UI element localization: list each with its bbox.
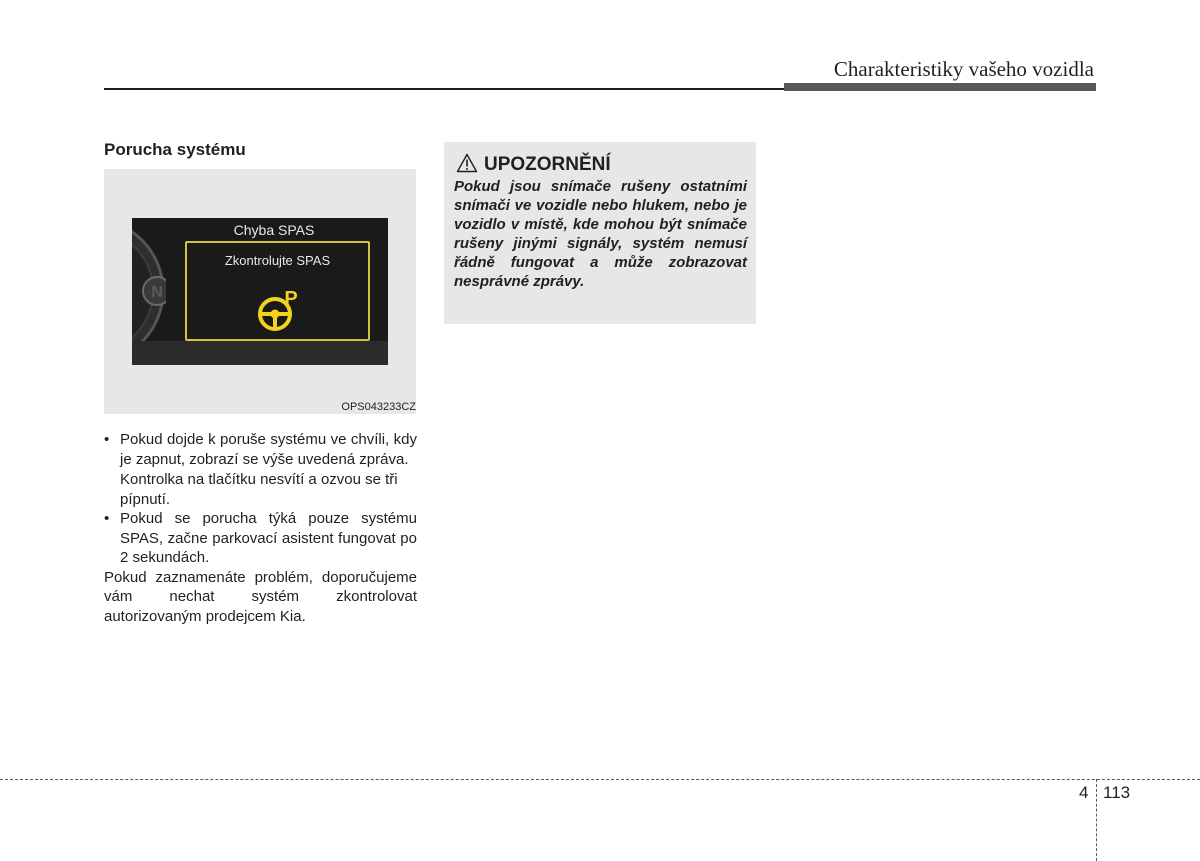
page-number: 113 <box>1103 783 1131 802</box>
list-item <box>104 509 417 568</box>
parking-letter: P <box>284 288 298 310</box>
warning-title: UPOZORNĚNÍ <box>484 154 611 175</box>
instrument-cluster-display <box>132 218 388 365</box>
chapter-number: 4 <box>1079 783 1089 802</box>
warning-triangle-icon <box>456 153 478 173</box>
figure-code: OPS043233CZ <box>341 401 416 413</box>
footer-rule <box>0 779 1200 780</box>
message-panel <box>185 241 370 341</box>
bullet-text: Pokud dojde k poruše systému ve chvíli, kdy je zapnut, zobrazí se výše uvedená zpráva. <box>120 431 417 468</box>
header-title: Charakteristiky vašeho vozidla <box>833 57 1094 81</box>
warning-text: Pokud jsou snímače rušeny ostatními snímači ve vozidle nebo hlukem, nebo je vozidlo v místě, kde mohou být snímače rušeny jinými signály, systém nemusí řádně fungovat a může zobrazovat nesprávné zprávy. <box>454 178 747 290</box>
header-rule-accent <box>784 83 1096 91</box>
figure <box>104 169 416 414</box>
bullet-dot: • <box>104 510 110 527</box>
warning-heading <box>456 153 611 176</box>
warning-box <box>444 142 756 324</box>
bullet-dot: • <box>104 431 110 448</box>
section-title: Porucha systému <box>104 140 246 159</box>
body-paragraph: Pokud zaznamenáte problém, doporučujeme vám nechat systém zkontrolovat autorizovaným prodejcem Kia. <box>104 568 417 625</box>
parking-steering-icon <box>255 286 301 332</box>
bullet-note: Kontrolka na tlačítku nesvítí a ozvou se tři pípnutí. <box>120 471 398 508</box>
list-item <box>104 430 417 469</box>
header-rule <box>104 88 784 90</box>
cluster-bezel <box>132 341 388 365</box>
body-text <box>104 430 417 626</box>
panel-message: Zkontrolujte SPAS <box>224 253 331 268</box>
bullet-text: Pokud se porucha týká pouze systému SPAS, začne parkovací asistent fungovat po 2 sekundách. <box>120 510 417 566</box>
gear-indicator: N <box>151 284 163 301</box>
footer-divider <box>1096 779 1097 861</box>
cluster-message: Chyba SPAS <box>233 222 315 238</box>
